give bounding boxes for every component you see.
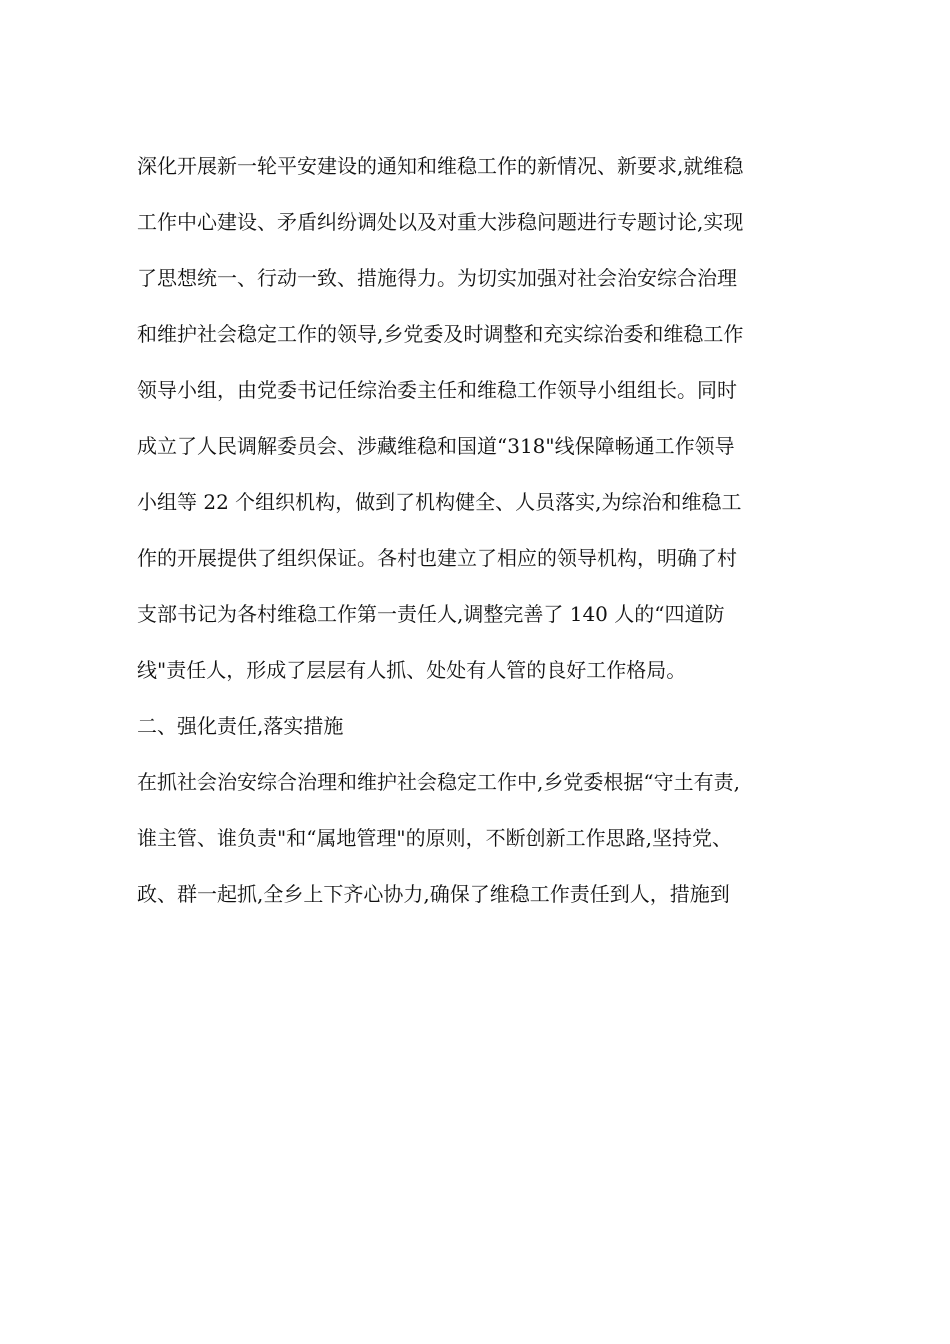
text-line: 在抓社会治安综合治理和维护社会稳定工作中,乡党委根据“守土有责,	[137, 770, 740, 794]
text-line: 深化开展新一轮平安建设的通知和维稳工作的新情况、新要求,就维稳	[137, 154, 744, 178]
text-line: 了思想统一、行动一致、措施得力。为切实加强对社会治安综合治理	[137, 266, 737, 290]
text-line: 成立了人民调解委员会、涉藏维稳和国道“318"线保障畅通工作领导	[137, 434, 735, 458]
text-line: 小组等 22 个组织机构，做到了机构健全、人员落实,为综治和维稳工	[137, 490, 742, 514]
text-line: 工作中心建设、矛盾纠纷调处以及对重大涉稳问题进行专题讨论,实现	[137, 210, 744, 234]
text-line: 支部书记为各村维稳工作第一责任人,调整完善了 140 人的“四道防	[137, 602, 725, 626]
text-line: 政、群一起抓,全乡上下齐心协力,确保了维稳工作责任到人，措施到	[137, 882, 730, 906]
section-heading: 二、强化责任,落实措施	[137, 714, 344, 738]
text-line: 领导小组，由党委书记任综治委主任和维稳工作领导小组组长。同时	[137, 378, 737, 402]
body-text	[137, 138, 827, 922]
text-line: 谁主管、谁负责"和“属地管理"的原则，不断创新工作思路,坚持党、	[137, 826, 732, 850]
text-line: 线"责任人，形成了层层有人抓、处处有人管的良好工作格局。	[137, 658, 687, 682]
text-line: 作的开展提供了组织保证。各村也建立了相应的领导机构，明确了村	[137, 546, 737, 570]
text-line: 和维护社会稳定工作的领导,乡党委及时调整和充实综治委和维稳工作	[137, 322, 744, 346]
